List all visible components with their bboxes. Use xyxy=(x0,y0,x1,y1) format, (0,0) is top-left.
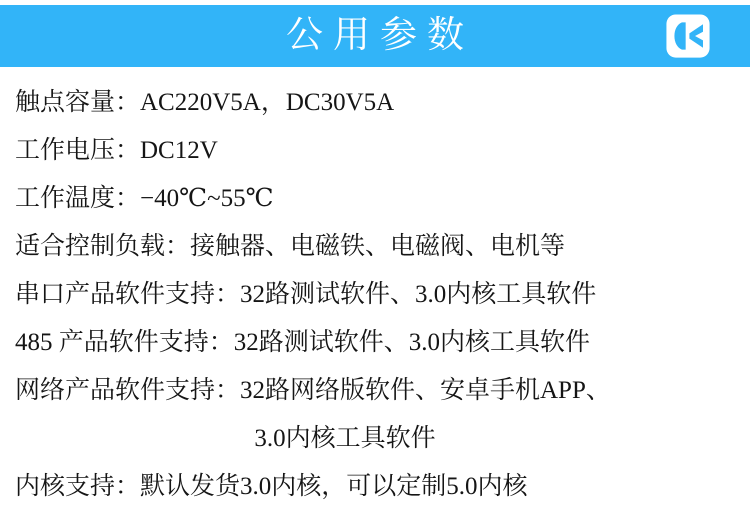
parameter-row-suitable-loads: 适合控制负载：接触器、电磁铁、电磁阀、电机等 xyxy=(15,233,566,260)
page-title: 公用参数 xyxy=(286,15,474,56)
parameter-row-network-software: 网络产品软件支持：32路网络版软件、安卓手机APP、 xyxy=(15,377,611,404)
parameter-row-working-voltage: 工作电压：DC12V xyxy=(15,137,218,164)
parameter-row-serial-software: 串口产品软件支持：32路测试软件、3.0内核工具软件 xyxy=(15,281,597,308)
parameter-row-contact-capacity: 触点容量：AC220V5A，DC30V5A xyxy=(15,89,395,116)
k-logo-icon xyxy=(665,14,711,59)
parameter-row-kernel-support: 内核支持：默认发货3.0内核，可以定制5.0内核 xyxy=(15,473,528,500)
logo-tile xyxy=(666,14,709,57)
parameter-row-485-software: 485 产品软件支持：32路测试软件、3.0内核工具软件 xyxy=(15,329,591,356)
parameter-row-network-software-continued: 3.0内核工具软件 xyxy=(254,425,436,452)
section-header xyxy=(0,5,750,67)
parameter-row-working-temperature: 工作温度：−40℃~55℃ xyxy=(15,185,274,212)
parameter-list xyxy=(0,67,750,511)
